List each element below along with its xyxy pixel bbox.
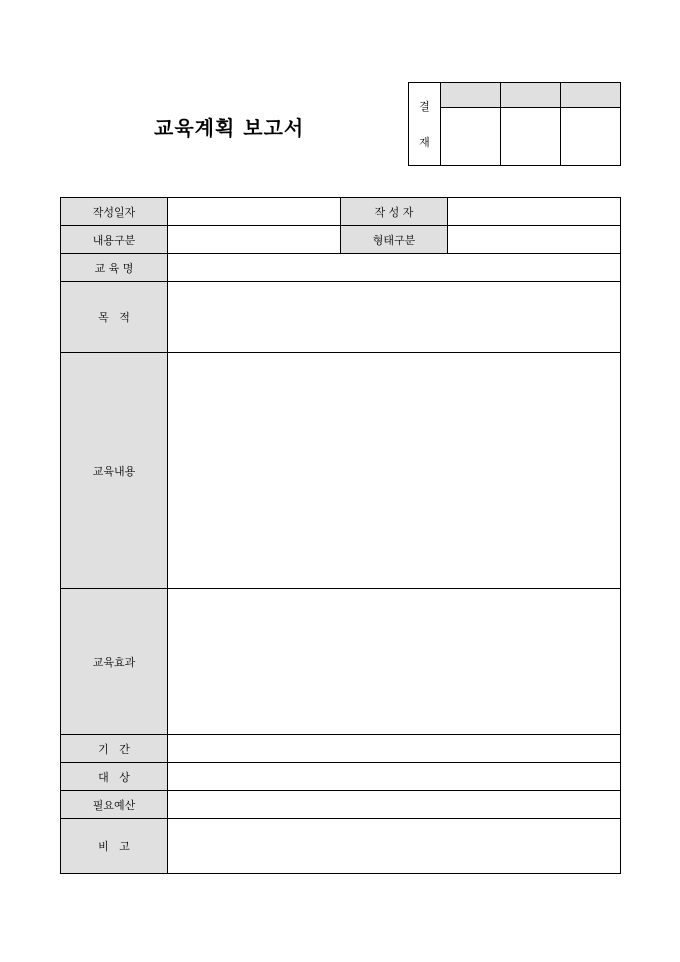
course-name-label: 교 육 명 xyxy=(61,254,168,282)
remarks-label: 비 고 xyxy=(61,819,168,874)
approval-label-top: 결 xyxy=(419,100,430,113)
period-field[interactable] xyxy=(168,735,621,763)
course-name-field[interactable] xyxy=(168,254,621,282)
approval-label-bottom: 재 xyxy=(419,136,430,149)
target-field[interactable] xyxy=(168,763,621,791)
education-content-field[interactable] xyxy=(168,353,621,589)
approval-box xyxy=(408,82,621,166)
approval-signature-cell-3[interactable] xyxy=(561,108,621,166)
form-type-label: 형태구분 xyxy=(341,226,448,254)
budget-label: 필요예산 xyxy=(61,791,168,819)
approval-header-cell-1 xyxy=(441,83,501,108)
purpose-label: 목 적 xyxy=(61,282,168,353)
period-label: 기 간 xyxy=(61,735,168,763)
author-label: 작 성 자 xyxy=(341,198,448,226)
form-type-field[interactable] xyxy=(448,226,621,254)
content-type-label: 내용구분 xyxy=(61,226,168,254)
content-type-field[interactable] xyxy=(168,226,341,254)
education-effect-label: 교육효과 xyxy=(61,589,168,735)
date-field[interactable] xyxy=(168,198,341,226)
report-form xyxy=(60,197,621,874)
date-label: 작성일자 xyxy=(61,198,168,226)
approval-signature-cell-1[interactable] xyxy=(441,108,501,166)
author-field[interactable] xyxy=(448,198,621,226)
document-title: 교육계획 보고서 xyxy=(154,116,305,140)
remarks-field[interactable] xyxy=(168,819,621,874)
approval-label xyxy=(409,83,441,166)
education-content-label: 교육내용 xyxy=(61,353,168,589)
approval-signature-cell-2[interactable] xyxy=(501,108,561,166)
budget-field[interactable] xyxy=(168,791,621,819)
approval-header-cell-2 xyxy=(501,83,561,108)
education-effect-field[interactable] xyxy=(168,589,621,735)
approval-header-cell-3 xyxy=(561,83,621,108)
target-label: 대 상 xyxy=(61,763,168,791)
purpose-field[interactable] xyxy=(168,282,621,353)
